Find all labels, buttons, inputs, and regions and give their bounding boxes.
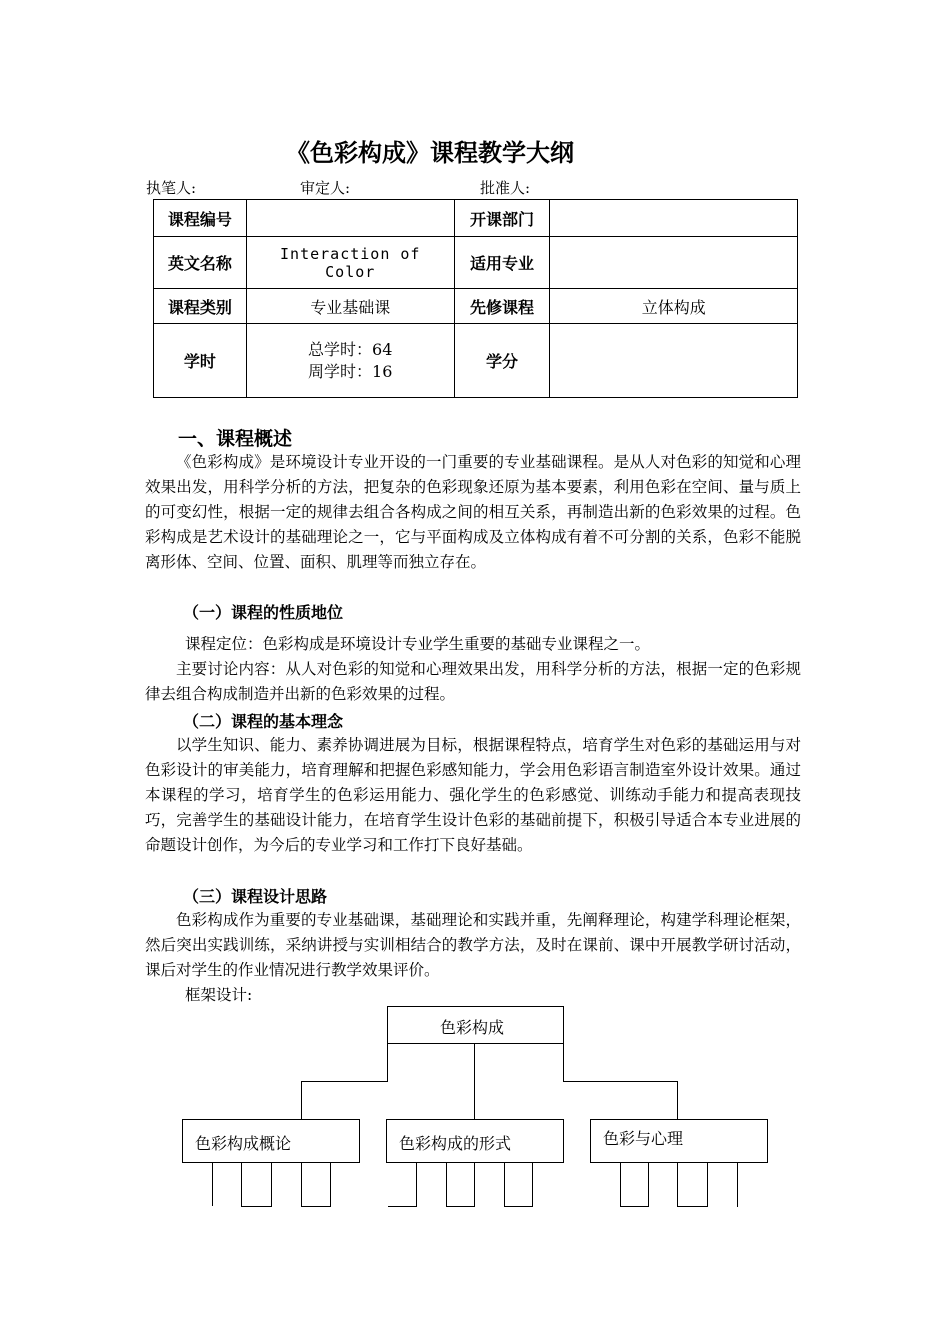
connector-line [301, 1206, 331, 1207]
course-type-value: 专业基础课 [246, 289, 454, 324]
connector-line [474, 1043, 475, 1119]
major-value [550, 237, 798, 289]
overview-paragraph: 《色彩构成》是环境设计专业开设的一门重要的专业基础课程。是从人对色彩的知觉和心理效果出发，用科学分析的方法，把复杂的色彩现象还原为基本要素，利用色彩在空间、量与质上的可变幻性，根据一定的规律去组合各构成之间的相互关系，再制造出新的色彩效果的过程。色彩构成是艺术设计的基础理论之一，它与平面构成及立体构成有着不可分割的关系，色彩不能脱离形体、空间、位置、面积、肌理等而独立存在。 [145, 453, 801, 571]
diagram-child-label: 色彩构成的形式 [399, 1134, 512, 1153]
connector-line [271, 1162, 272, 1207]
diagram-child-label: 色彩构成概论 [195, 1134, 292, 1153]
overview-heading: 一、课程概述 [178, 428, 293, 450]
diagram-child-node [182, 1119, 360, 1163]
course-type-label: 课程类别 [154, 289, 247, 324]
connector-line [648, 1162, 649, 1207]
connector-line [416, 1162, 417, 1207]
table-row [154, 324, 798, 398]
english-name-value: Interaction of Color [246, 237, 454, 289]
diagram-child-label: 色彩与心理 [603, 1129, 684, 1148]
course-info-table [153, 199, 798, 398]
diagram-root-node [387, 1006, 564, 1044]
hours-label: 学时 [154, 324, 247, 398]
connector-line [737, 1162, 738, 1207]
connector-line [330, 1162, 331, 1207]
design-paragraph: 色彩构成作为重要的专业基础课，基础理论和实践并重，先阐释理论，构建学科理论框架，然后突出实践训练，采纳讲授与实训相结合的教学方法，及时在课前、课中开展教学研讨活动，课后对学生的作业情况进行教学效果评价。 [145, 911, 801, 979]
table-row [154, 200, 798, 237]
framework-label: 框架设计: [185, 986, 253, 1004]
english-name-label: 英文名称 [154, 237, 247, 289]
concept-paragraph: 以学生知识、能力、素养协调进展为目标，根据课程特点，培育学生对色彩的基础运用与对色彩设计的审美能力，培育理解和把握色彩感知能力，学会用色彩语言制造室外设计效果。通过本课程的学习，培育学生的色彩运用能力、强化学生的色彩感觉、训练动手能力和提高表现技巧，完善学生的基础设计能力，在培育学生设计色彩的基础前提下，积极引导适合本专业进展的命题设计创作，为今后的专业学习和工作打下良好基础。 [145, 736, 801, 854]
course-code-value [246, 200, 454, 237]
credits-value [550, 324, 798, 398]
connector-line [212, 1162, 213, 1206]
connector-line [301, 1081, 302, 1119]
connector-line [563, 1081, 677, 1082]
connector-line [532, 1162, 533, 1207]
table-row [154, 289, 798, 324]
hours-value [246, 324, 454, 398]
diagram-root-label: 色彩构成 [440, 1018, 505, 1037]
document-title: 《色彩构成》课程教学大纲 [286, 139, 574, 167]
concept-heading: （二）课程的基本理念 [183, 712, 344, 731]
table-row [154, 237, 798, 289]
author-label: 执笔人: [146, 179, 197, 197]
connector-line [241, 1206, 271, 1207]
connector-line [504, 1162, 505, 1207]
connector-line [504, 1206, 532, 1207]
connector-line [677, 1206, 707, 1207]
connector-line [301, 1081, 388, 1082]
nature-line-2: 主要讨论内容：从人对色彩的知觉和心理效果出发，用科学分析的方法，根据一定的色彩规律去组合构成制造并出新的色彩效果的过程。 [145, 660, 801, 703]
connector-line [446, 1206, 474, 1207]
department-label: 开课部门 [454, 200, 550, 237]
connector-line [446, 1162, 447, 1207]
design-heading: （三）课程设计思路 [183, 887, 328, 906]
connector-line [474, 1162, 475, 1207]
diagram-child-node [590, 1119, 768, 1163]
weekly-hours: 周学时：16 [308, 361, 393, 381]
course-code-label: 课程编号 [154, 200, 247, 237]
reviewer-label: 审定人: [300, 179, 351, 197]
nature-heading: （一）课程的性质地位 [183, 603, 344, 622]
approver-label: 批准人: [480, 179, 531, 197]
connector-line [677, 1081, 678, 1119]
nature-line-1: 课程定位：色彩构成是环境设计专业学生重要的基础专业课程之一。 [185, 635, 651, 653]
credits-label: 学分 [454, 324, 550, 398]
connector-line [677, 1162, 678, 1207]
connector-line [563, 1043, 564, 1081]
major-label: 适用专业 [454, 237, 550, 289]
total-hours: 总学时：64 [308, 339, 393, 359]
connector-line [620, 1206, 648, 1207]
prerequisite-label: 先修课程 [454, 289, 550, 324]
prerequisite-value: 立体构成 [550, 289, 798, 324]
connector-line [387, 1043, 388, 1081]
connector-line [388, 1206, 416, 1207]
connector-line [620, 1162, 621, 1207]
connector-line [241, 1162, 242, 1206]
connector-line [707, 1162, 708, 1207]
department-value [550, 200, 798, 237]
connector-line [301, 1162, 302, 1207]
diagram-child-node [386, 1119, 564, 1163]
